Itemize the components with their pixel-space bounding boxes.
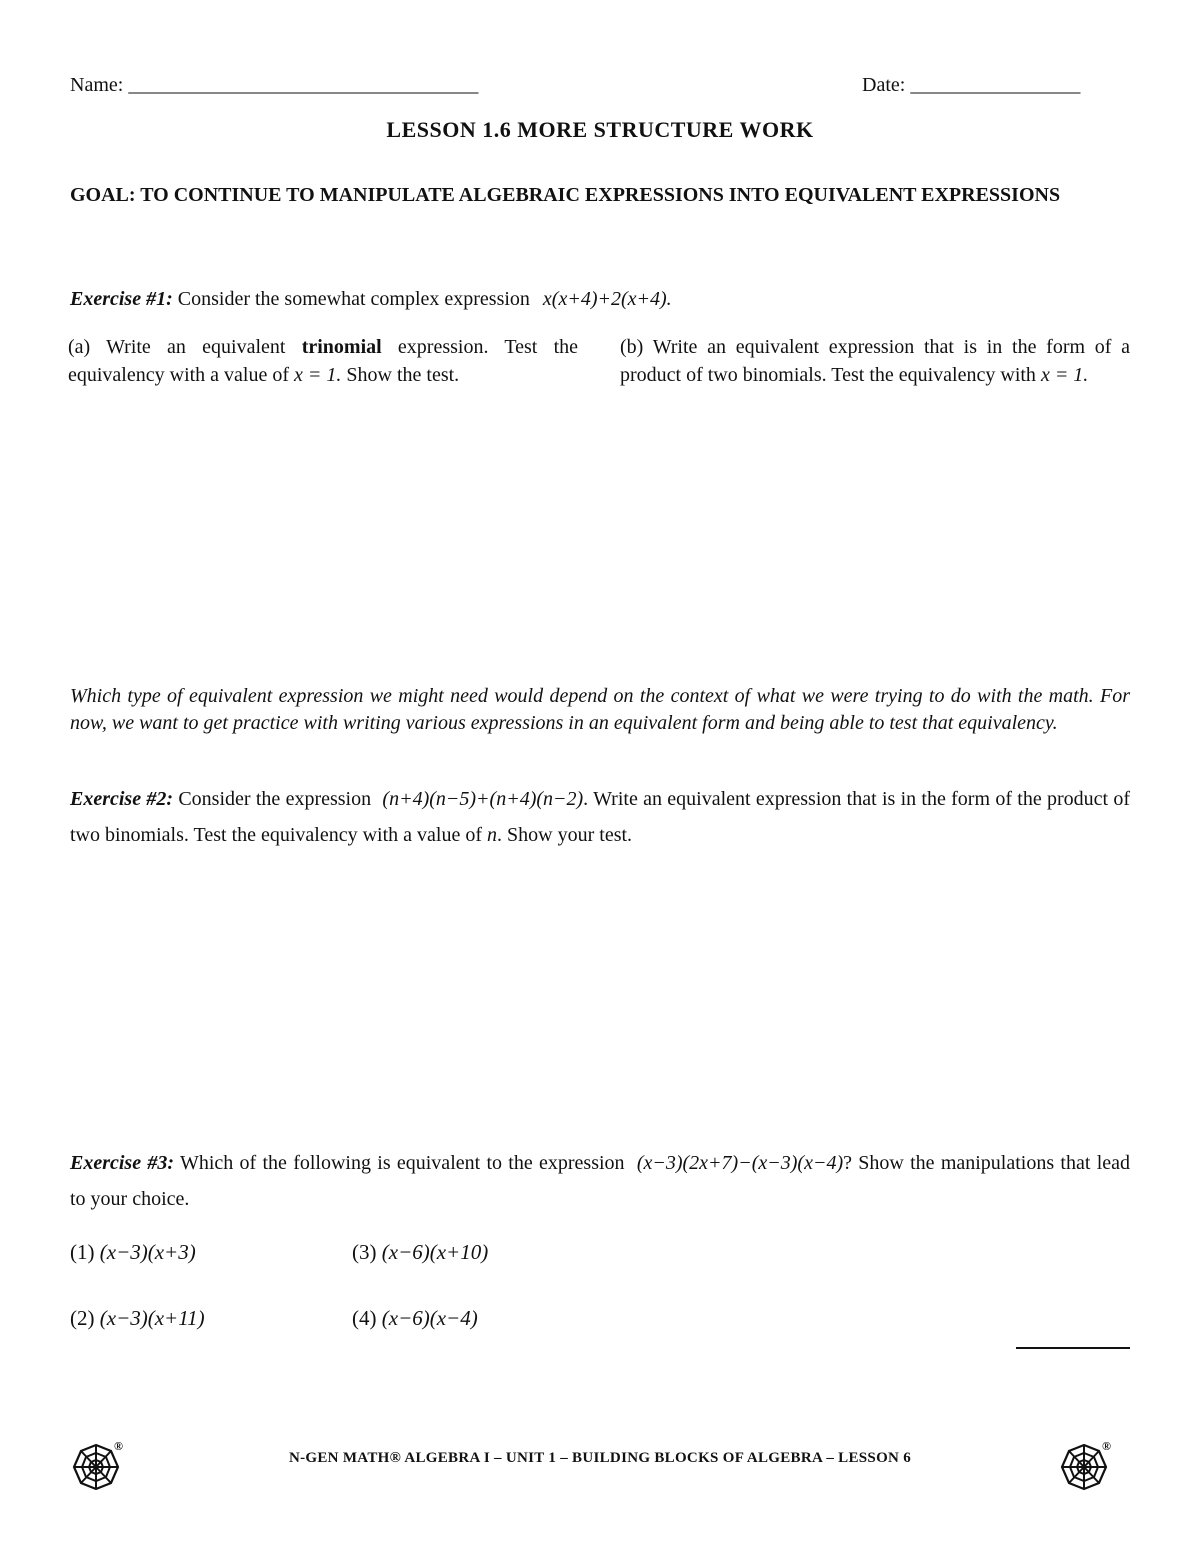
choice-4-num: (4) [352,1306,377,1330]
choice-1-num: (1) [70,1240,95,1264]
choice-3-num: (3) [352,1240,377,1264]
exercise-1-prompt [70,285,1130,313]
name-blank[interactable]: ___________________________________ [128,74,479,96]
choice-2[interactable] [70,1306,205,1331]
choice-1[interactable] [70,1240,196,1265]
choice-3[interactable] [352,1240,488,1265]
exercise-1-intro: Consider the somewhat complex expression [177,288,530,310]
choice-4-expr: (x−6)(x−4) [381,1306,478,1330]
choice-2-num: (2) [70,1306,95,1330]
date-blank[interactable]: _________________ [910,74,1081,96]
exercise-1-part-b [620,333,1130,389]
exercise-1-part-a [68,333,578,389]
part-a-value: x = 1. [294,364,342,386]
part-a-bold: trinomial [301,336,382,358]
exercise-3-intro: Which of the following is equivalent to the expression [179,1152,625,1174]
exercise-2-intro: Consider the expression [178,788,372,810]
web-logo-icon [1060,1443,1108,1491]
registered-mark-left: ® [114,1439,123,1453]
part-a-pre: Write an equivalent [106,336,286,358]
choice-4[interactable] [352,1306,478,1331]
exercise-3-text: ? Show the manipulations that lead to your choice. [70,1152,1130,1210]
context-note: Which type of equivalent expression we might need would depend on the context of what we were trying to do with the math. For now, we want to get practice with writing various expressions in an equivalent form and being able to test that equivalency. [70,685,1130,734]
exercise-2-label: Exercise #2: [70,788,174,810]
answer-line[interactable] [1016,1347,1130,1349]
part-a-label: (a) [68,336,91,358]
part-b-text: Write an equivalent expression that is in the form of a product of two binomials. Test the equivalency with [620,336,1130,386]
ngen-logo-left [72,1439,123,1496]
exercise-2-text-2: . Show your test. [497,824,633,846]
date-field [862,74,1080,97]
exercise-1-expression: x(x+4)+2(x+4). [542,288,672,310]
name-label: Name: [70,74,124,96]
registered-mark-right: ® [1102,1439,1111,1453]
part-a-end: Show the test. [346,364,460,386]
date-label: Date: [862,74,906,96]
exercise-3-prompt [70,1145,1130,1217]
ngen-logo-right [1060,1439,1111,1496]
exercise-1-label: Exercise #1: [70,288,173,310]
exercise-2-text-1: . Write an equivalent expression that is in the form of the product of two binomials. Test the equivalency with a value of [70,788,1131,846]
lesson-title: LESSON 1.6 MORE STRUCTURE WORK [386,117,814,142]
footer-text: N-GEN MATH® ALGEBRA I – UNIT 1 – BUILDING BLOCKS OF ALGEBRA – LESSON 6 [288,1450,912,1466]
part-b-value: x = 1. [1040,364,1089,386]
name-field [70,74,478,97]
web-logo-icon [72,1443,120,1491]
part-b-label: (b) [620,336,644,358]
part-a-post: expression. Test the equivalency with a value of [68,336,579,386]
lesson-goal: GOAL: TO CONTINUE TO MANIPULATE ALGEBRAIC EXPRESSIONS INTO EQUIVALENT EXPRESSIONS [70,184,1061,206]
exercise-3-label: Exercise #3: [70,1152,175,1174]
choice-1-expr: (x−3)(x+3) [99,1240,196,1264]
exercise-2-variable: n [487,824,498,846]
exercise-3-expression: (x−3)(2x+7)−(x−3)(x−4) [636,1152,844,1174]
exercise-2-prompt [70,781,1130,853]
choice-3-expr: (x−6)(x+10) [381,1240,489,1264]
exercise-2-expression: (n+4)(n−5)+(n+4)(n−2) [382,788,584,810]
choice-2-expr: (x−3)(x+11) [99,1306,205,1330]
